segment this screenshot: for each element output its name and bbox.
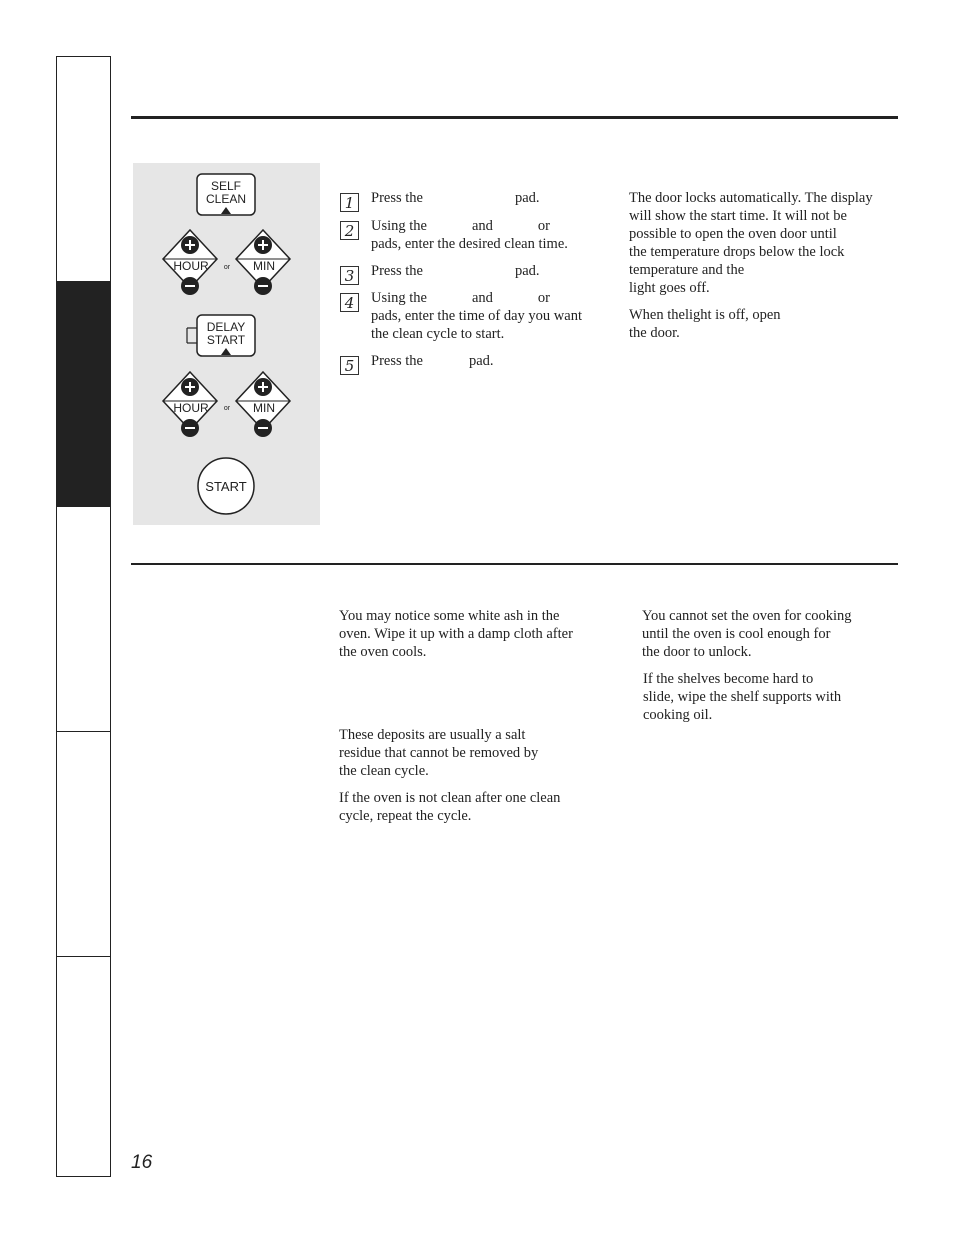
min-pad-icon-1 [236, 230, 290, 295]
min-pad-icon-2 [236, 372, 290, 437]
hour-pad-icon-2 [163, 372, 217, 437]
side-tab-1[interactable] [57, 57, 110, 282]
top-rule [131, 116, 898, 119]
shelves-note: If the shelves become hard to slide, wipe the shelf supports with cooking oil. [643, 671, 842, 723]
step-text-a: Press the [371, 353, 423, 369]
step-number: 5 [340, 356, 359, 375]
side-tabs [56, 56, 111, 1177]
step-number: 4 [340, 293, 359, 312]
self-clean-pad-icon [197, 174, 255, 215]
step-text-b: and [471, 290, 493, 306]
step-text-c: or [537, 218, 551, 234]
side-tab-4[interactable] [57, 732, 110, 957]
or-label-1: or [223, 264, 231, 271]
step-text-d: pads, enter the desired clean time. [371, 236, 568, 252]
light-off-note: When thelight is off, open the door. [629, 307, 781, 341]
start-label-pad: START [206, 333, 246, 347]
step-text-a: Press the [371, 263, 423, 279]
step-text-e: the clean cycle to start. [371, 326, 505, 342]
middle-rule [131, 563, 898, 565]
delay-start-pad-icon [187, 315, 255, 356]
step-text-a: Using the [371, 290, 427, 306]
hour-pad-icon-1 [163, 230, 217, 295]
or-label-2: or [223, 405, 231, 412]
repeat-cycle-note: If the oven is not clean after one clean cycle, repeat the cycle. [339, 790, 561, 824]
start-label: START [205, 479, 247, 494]
keypad-illustration [133, 163, 320, 525]
step-number: 2 [340, 221, 359, 240]
step-text-c: or [537, 290, 551, 306]
white-ash-note: You may notice some white ash in the oven. Wipe it up with a damp cloth after the oven cools. [339, 608, 573, 660]
self-clean-label-1: SELF [210, 179, 242, 193]
delay-label: DELAY [206, 320, 246, 334]
min-label-1: MIN [253, 259, 275, 273]
cool-oven-note: You cannot set the oven for cooking until the oven is cool enough for the door to unlock. [642, 608, 852, 660]
side-tab-5 [57, 957, 110, 1178]
salt-residue-note: These deposits are usually a salt residue that cannot be removed by the clean cycle. [339, 727, 539, 779]
step-text-a: Using the [371, 218, 427, 234]
step-text-b: pad. [468, 353, 494, 369]
min-label-2: MIN [253, 401, 275, 415]
page-number: 16 [131, 1152, 153, 1173]
side-tab-2-active[interactable] [57, 282, 110, 507]
step-text-b: pad. [514, 190, 540, 206]
step-number: 1 [340, 193, 359, 212]
start-pad-icon [198, 458, 254, 514]
hour-label-1: HOUR [173, 259, 209, 273]
step-text-b: pad. [514, 263, 540, 279]
side-tab-3[interactable] [57, 507, 110, 732]
hour-label-2: HOUR [173, 401, 209, 415]
step-text-d: pads, enter the time of day you want [371, 308, 582, 324]
self-clean-label-2: CLEAN [205, 192, 247, 206]
door-lock-note: The door locks automatically. The display will show the start time. It will not be possible to open the oven door until the temperature drops below the lock temperature and the light goes off. [629, 190, 873, 296]
step-text-b: and [471, 218, 493, 234]
step-text-a: Press the [371, 190, 423, 206]
step-number: 3 [340, 266, 359, 285]
